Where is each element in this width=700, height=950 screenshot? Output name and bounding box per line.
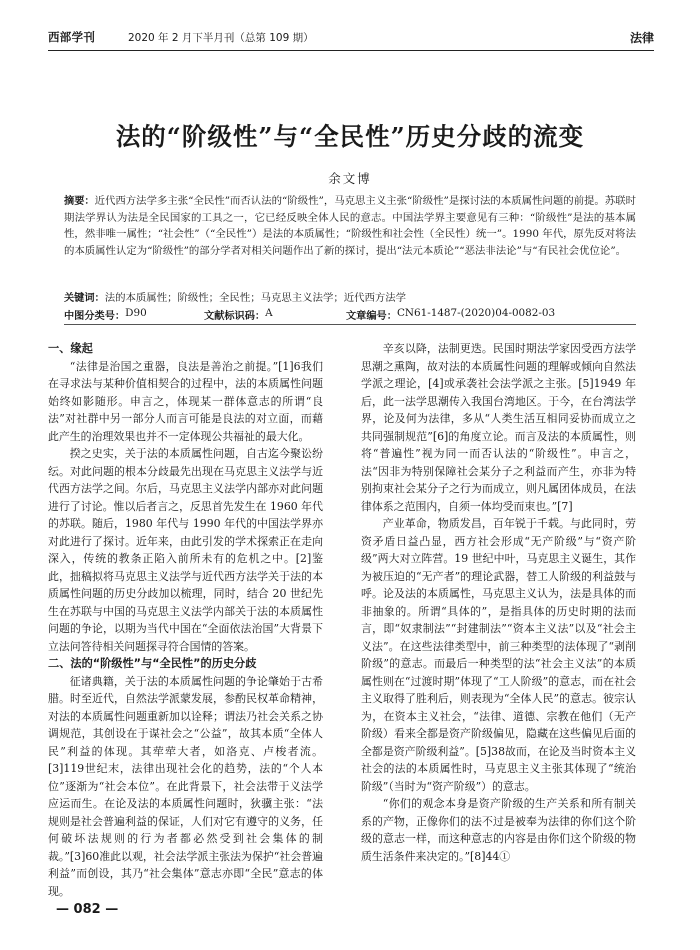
paragraph: “法律是治国之重器，良法是善治之前提。”[1]6我们在寻求法与某种价值相契合的过程中，法的本质属性问题始终如影随形。申言之，体现某一群体意志的所谓“良法”对社群中另一部分人而言可能是良法的对立面，而藉此产生的治理效果也并不一定体现公共福祉的最大化。 [48, 359, 323, 443]
section-heading-2: 二、法的“阶级性”与“全民性”的历史分歧 [48, 657, 257, 670]
section-heading-1: 一、缘起 [48, 342, 93, 355]
doc-code-value: A [265, 307, 273, 319]
clc-value: D90 [125, 307, 147, 319]
abstract [64, 193, 636, 259]
abstract-label: 摘要： [64, 196, 95, 207]
journal-name: 西部学刊 [48, 30, 96, 44]
abstract-text: 近代西方法学多主张“全民性”而否认法的“阶级性”，马克思主义主张“阶级性”是探讨法的本质属性问题的前提。苏联时期法学界认为法是全民国家的工具之一，它已经反映全体人民的意志。中国法学界主要意见有三种：“阶级性”是法的基本属性，然非唯一属性；“社会性”（“全民性”）是法的本质属性；“阶级性和社会性（全民性）统一”。1990 年代，原先反对将法的本质属性认定为“阶级性”的部分学者对相关问题作出了新的探讨，提出“法元本质论”“恶法非法论”与“有民社会优位论”。 [64, 195, 637, 257]
article-metadata [64, 307, 636, 325]
paragraph: 揆之史实，关于法的本质属性问题，自古迄今聚讼纷纭。对此问题的根本分歧最先出现在马克思主义法学与近代西方法学之间。尔后，马克思主义法学内部亦对此问题进行了讨论。惟以后者言之，反思首先发生在 1960 年代的苏联。随后，1980 年代与 1990 年代的中国法学界亦对此进行了探讨。近年来，由此引发的学术探索正在走向深入，传统的教条正陷入前所未有的危机之中。[2]鉴此，拙稿拟将马克思主义法学与近代西方法学关于法的本质属性问题的历史分歧加以梳理，同时，结合 20 世纪先生在苏联与中国的马克思主义法学内部关于法的本质属性问题的争论，以期为当代中国在“全面依法治国”大背景下立法问答待相关问题探寻符合国情的答案。 [48, 447, 323, 653]
article-title: 法的“阶级性”与“全民性”历史分歧的流变 [115, 122, 585, 151]
section-label: 法律 [629, 31, 654, 45]
running-header [48, 22, 654, 51]
issue-info: 2020 年 2 月下半月刊（总第 109 期） [128, 32, 314, 44]
paragraph: 辛亥以降，法制更迭。民国时期法学家因受西方法学思潮之熏陶，故对法的本质属性问题的理解或倾向自然法学派之理论，[4]或承袭社会法学派之主张。[5]1949 年后，此一法学思潮传入我国台湾地区。于今，在台湾法学界，论及何为法律，多从“人类生活互相同妥协而成立之共同强制规范”[6]的角度立论。而言及法的本质属性，则将“普遍性”视为同一而否认法的“阶级性”。申言之，法“因非为特别保障社会某分子之利益而产生，亦非为特别拘束社会某分子之行为而成立，则凡属团体成员，在法律体系之范围内，自须一体均受而束也。”[7] [361, 342, 636, 513]
article-number-label: 文章编号： [346, 311, 397, 322]
article-number-field [346, 307, 556, 322]
page-number: — 082 — [56, 902, 119, 917]
paragraph: 征诸典籍，关于法的本质属性问题的争论肇始于古希腊。时至近代，自然法学派蒙发展，参酌民权革命精神，对法的本质属性问题重新加以诠释；谓法乃社会关系之协调规范，其创设在于谋社会之“公益”，故其本质“全体人民”利益的体现。其荦荦大者，如洛克、卢梭者流。[3]119世纪末，法律出现社会化的趋势，法的“个人本位”逐渐为“社会本位”。在此背景下，社会法带于义法学应运而生。在论及法的本质属性问题时，狄骥主张：“法规则是社会普遍利益的保证，人们对它有遵守的义务，任何破坏法规则的行为者都必然受到社会集体的制裁。”[3]60准此以观，社会法学派主张法为保护“社会普遍利益”而创设，其乃“社会集体”意志亦即“全民”意志的体现。 [48, 674, 323, 898]
keywords-label: 关键词： [64, 293, 105, 304]
paragraph: 产业革命，物质发昌，百年锐于千载。与此同时，劳资矛盾日益凸显，西方社会形成“无产阶级”与“资产阶级”两大对立阵营。19 世纪中叶，马克思主义诞生，其作为被压迫的“无产者”的理论武器，替工人阶级的利益鼓与呼。论及法的本质属性，马克思主义认为，法是具体的而非抽象的。所谓“具体的”，是指具体的历史时期的法而言，即“奴隶制法”“封建制法”“资本主义法”以及“社会主义法”。在这些法律类型中，前三种类型的法体现了“剥削阶级”的意志。而最后一种类型的法“社会主义法”的本质属性则在“过渡时期”体现了“工人阶级”的意志，而在社会主义取得了胜利后，则表现为“全体人民”的意志。彼宗认为，在资本主义社会，“法律、道德、宗教在他们（无产阶级）看来全都是资产阶级偏见，隐藏在这些偏见后面的全都是资产阶级利益”。[5]38故而，在论及当时资本主义社会的法的本质属性时，马克思主义主张其体现了“统治阶级”（当时为“资产阶级”）的意志。 [361, 517, 636, 793]
keywords-text: 法的本质属性；阶级性；全民性；马克思主义法学；近代西方法学 [104, 292, 407, 304]
doc-code-field [204, 307, 273, 322]
article-number-value: CN61-1487-(2020)04-0082-03 [396, 307, 556, 319]
clc-field [64, 307, 147, 322]
clc-label: 中图分类号： [64, 311, 126, 322]
right-column [361, 340, 636, 865]
doc-code-label: 文献标识码： [204, 311, 266, 322]
keywords [64, 290, 636, 307]
left-column [48, 340, 323, 900]
article-author: 余文博 [328, 171, 372, 186]
paragraph: “你们的观念本身是资产阶级的生产关系和所有制关系的产物，正像你们的法不过是被奉为法律的你们这个阶级的意志一样，而这种意志的内容是由你们这个阶级的物质生活条件来决定的。”[8]44① [361, 797, 636, 863]
